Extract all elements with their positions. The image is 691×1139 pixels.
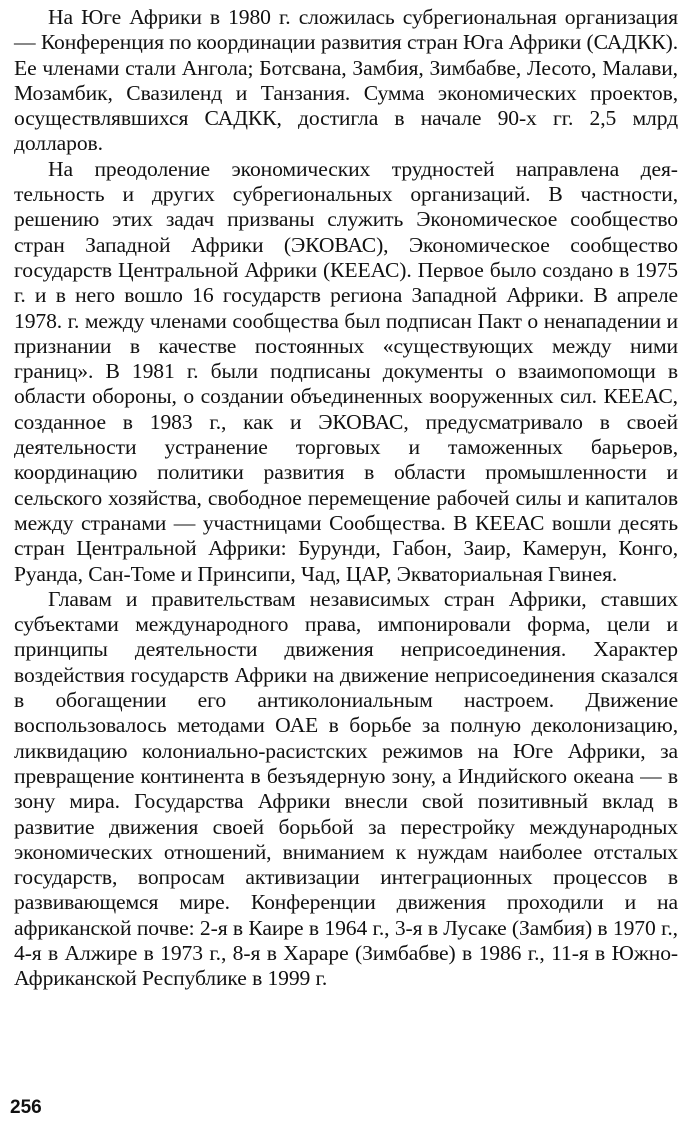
page-body [14, 5, 678, 992]
paragraph-non-aligned-movement: Главам и правительствам независимых стран Африки, ставших субъектами международного права, импонировали форма, цели и принципы деятельности движения неприсоединения. Характер воздействия государств Африки на движение неприсоединения сказался в обогащении его антиколониальным настроем. Движение воспользовалось методами ОАЕ в борьбе за полную деколонизацию, ликвидацию колониально-расистских режимов на Юге Африки, за превращение континента в безъядерную зону, а Индийского океана — в зону мира. Государства Африки внесли свой позитивный вклад в развитие движения своей борьбой за перестройку международных экономических отношений, вниманием к нуждам наиболее отсталых государств, вопросам активизации интеграционных процессов в развивающемся мире. Конференции движения проходили и на африканской почве: 2-я в Каире в 1964 г., 3-я в Лусаке (Замбия) в 1970 г., 4-я в Алжире в 1973 г., 8-я в Хараре (Зимбабве) в 1986 г., 11-я в Южно-Африканской Республике в 1999 г. [14, 586, 678, 991]
paragraph-subregional-organizations: На преодоление экономических трудностей направлена деятельность и других субрегиональных организаций. В частности, решению этих задач призваны служить Экономическое сообщество стран Западной Африки (ЭКОВАС), Экономическое сообщество государств Центральной Африки (КЕЕАС). Первое было создано в 1975 г. и в него вошло 16 государств региона Западной Африки. В апреле 1978. г. между членами сообщества был подписан Пакт о ненападении и признании в качестве постоянных «существующих между ними границ». В 1981 г. были подписаны документы о взаимопомощи в области обороны, о создании объединенных вооруженных сил. КЕЕАС, созданное в 1983 г., как и ЭКОВАС, предусматривало в своей деятельности устранение торговых и таможенных барьеров, координацию политики развития в области промышленности и сельского хозяйства, свободное перемещение рабочей силы и капиталов между странами — участницами Сообщества. В КЕЕАС вошли десять стран Центральной Африки: Бурунди, Габон, Заир, Камерун, Конго, Руанда, Сан-Томе и Принсипи, Чад, ЦАР, Экваториальная Гвинея. [14, 156, 678, 586]
page-number: 256 [10, 1097, 42, 1118]
paragraph-sadcc: На Юге Африки в 1980 г. сложилась субрегиональная организация — Конференция по координации развития стран Юга Африки (САДКК). Ее членами стали Ангола; Ботсвана, Замбия, Зимбабве, Лесото, Малави, Мозамбик, Свазиленд и Танзания. Сумма экономических проектов, осуществлявшихся САДКК, достигла в начале 90-х гг. 2,5 млрд долларов. [14, 5, 678, 156]
